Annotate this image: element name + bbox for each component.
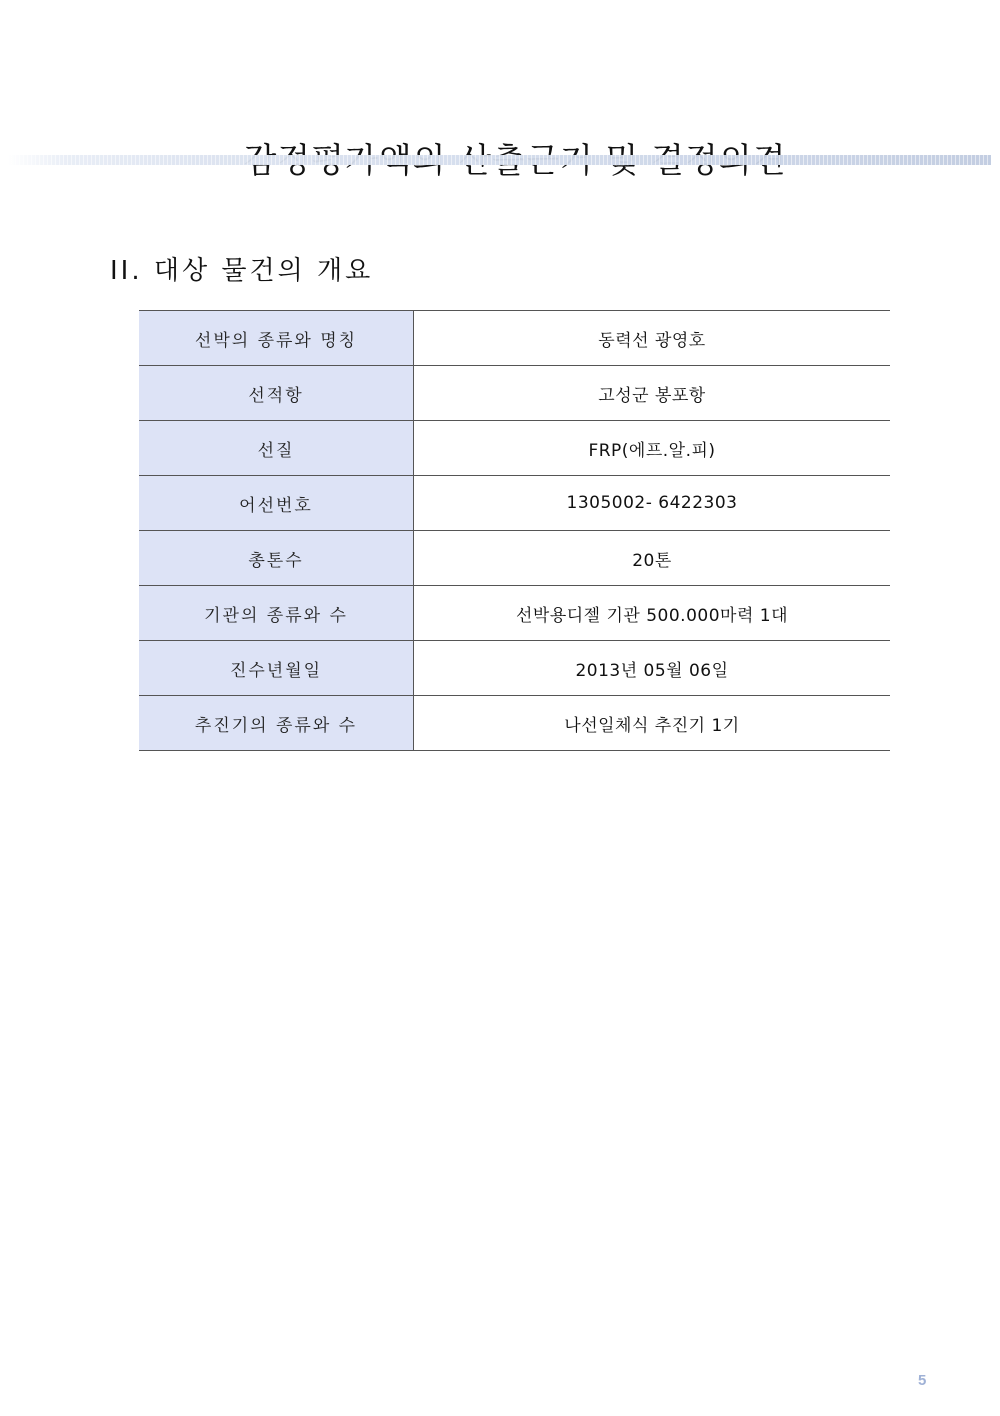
row-label: 총톤수	[139, 531, 414, 586]
row-value: 2013년 05월 06일	[414, 641, 891, 696]
row-value: 선박용디젤 기관 500.000마력 1대	[414, 586, 891, 641]
row-value: 고성군 봉포항	[414, 366, 891, 421]
title-underline-texture	[8, 155, 991, 165]
table-row	[139, 366, 890, 421]
table-row	[139, 696, 890, 751]
vessel-overview-table	[139, 310, 890, 751]
row-value: FRP(에프.알.피)	[414, 421, 891, 476]
table-row	[139, 586, 890, 641]
table-row	[139, 476, 890, 531]
row-label: 어선번호	[139, 476, 414, 531]
row-value: 나선일체식 추진기 1기	[414, 696, 891, 751]
table-row	[139, 641, 890, 696]
section-heading: II. 대상 물건의 개요	[110, 256, 374, 286]
row-value: 20톤	[414, 531, 891, 586]
row-label: 선박의 종류와 명칭	[139, 311, 414, 366]
row-value: 동력선 광영호	[414, 311, 891, 366]
row-label: 기관의 종류와 수	[139, 586, 414, 641]
table-row	[139, 531, 890, 586]
row-value: 1305002- 6422303	[414, 476, 891, 531]
row-label: 추진기의 종류와 수	[139, 696, 414, 751]
row-label: 선질	[139, 421, 414, 476]
page-number: 5	[918, 1372, 927, 1389]
row-label: 진수년월일	[139, 641, 414, 696]
table-row	[139, 421, 890, 476]
table-row	[139, 311, 890, 366]
row-label: 선적항	[139, 366, 414, 421]
